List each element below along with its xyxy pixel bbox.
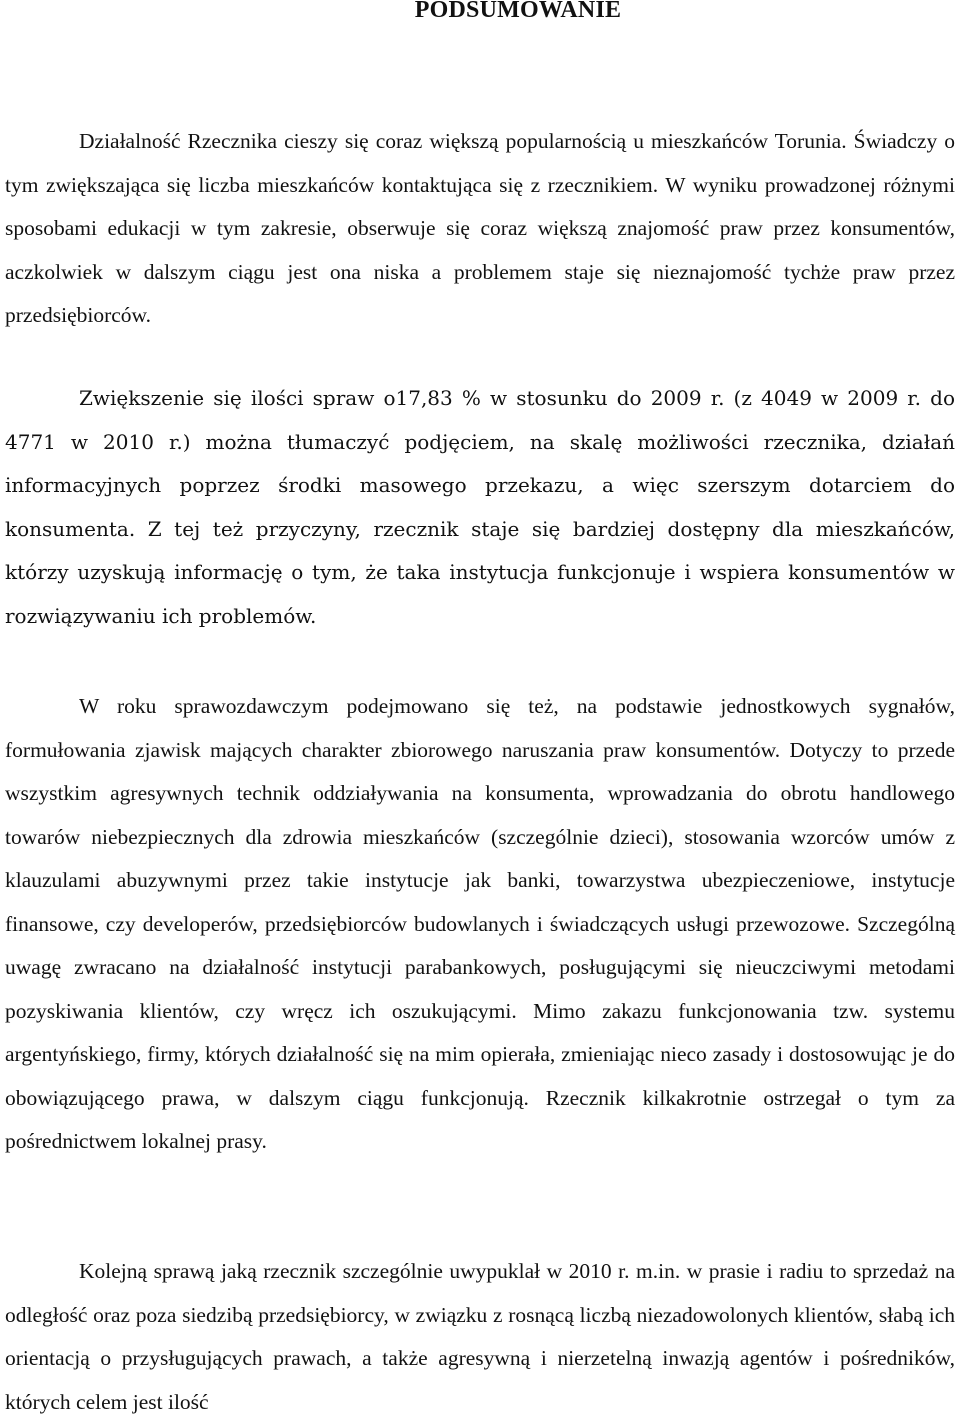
paragraph-distance-sales: Kolejną sprawą jaką rzecznik szczególnie uwypuklał w 2010 r. m.in. w prasie i radiu to sprzedaż na odległość oraz poza siedzibą przedsiębiorcy, w związku z rosnącą liczbą niezadowolonych klientów, słabą ich orientacją o przysługujących prawach, a także agresywną i nierzetelną inwazją agentów i pośredników, których celem jest ilość: [5, 1259, 955, 1414]
paragraph-case-increase: Zwiększenie się ilości spraw o17,83 % w stosunku do 2009 r. (z 4049 w 2009 r. do 4771 w 2010 r.) można tłumaczyć podjęciem, na skalę możliwości rzecznika, działań informacyjnych poprzez środki masowego przekazu, a więc szerszym dotarciem do konsumenta. Z tej też przyczyny, rzecznik staje się bardziej dostępny dla mieszkańców, którzy uzyskują informację o tym, że taka instytucja funkcjonuje i wspiera konsumentów w rozwiązywaniu ich problemów.: [5, 386, 955, 628]
document-title: PODSUMOWANIE: [414, 0, 622, 23]
paragraph-collective-violations: W roku sprawozdawczym podejmowano się też, na podstawie jednostkowych sygnałów, formułowania zjawisk mających charakter zbiorowego naruszania praw konsumentów. Dotyczy to przede wszystkim agresywnych technik oddziaływania na konsumenta, wprowadzania do obrotu handlowego towarów niebezpiecznych dla zdrowia mieszkańców (szczególnie dzieci), stosowania wzorców umów z klauzulami abuzywnymi przez takie instytucje jak banki, towarzystwa ubezpieczeniowe, instytucje finansowe, czy developerów, przedsiębiorców budowlanych i świadczących usługi przewozowe. Szczególną uwagę zwracano na działalność instytucji parabankowych, posługującymi się nieuczciwymi metodami pozyskiwania klientów, czy wręcz ich oszukującymi. Mimo zakazu funkcjonowania tzw. systemu argentyńskiego, firmy, których działalność się na mim opierała, zmieniając nieco zasady i dostosowując je do obowiązującego prawa, w dalszym ciągu funkcjonują. Rzecznik kilkakrotnie ostrzegał o tym za pośrednictwem lokalnej prasy.: [5, 694, 955, 1153]
paragraph-popularity: Działalność Rzecznika cieszy się coraz większą popularnością u mieszkańców Torunia. Świadczy o tym zwiększająca się liczba mieszkańców kontaktująca się z rzecznikiem. W wyniku prowadzonej różnymi sposobami edukacji w tym zakresie, obserwuje się coraz większą znajomość praw przez konsumentów, aczkolwiek w dalszym ciągu jest ona niska a problemem staje się nieznajomość tychże praw przez przedsiębiorców.: [5, 129, 955, 327]
